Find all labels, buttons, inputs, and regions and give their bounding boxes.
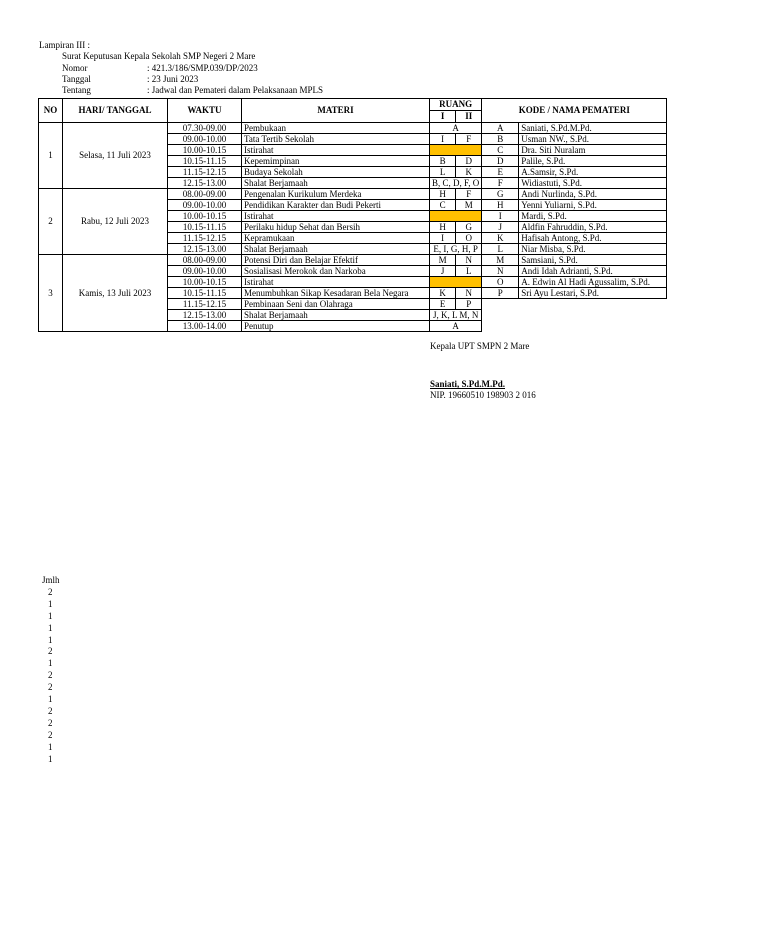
room-i-cell: H (430, 189, 456, 200)
room-ii-cell: P (456, 299, 482, 310)
room-cell: A (430, 123, 482, 134)
field-tentang (39, 85, 323, 96)
materi-cell: Pengenalan Kurikulum Merdeka (242, 189, 430, 200)
speaker-code: E (482, 167, 519, 178)
jmlh-value: 1 (48, 598, 53, 609)
time-cell: 08.00-09.00 (168, 255, 242, 266)
materi-cell: Perilaku hidup Sehat dan Bersih (242, 222, 430, 233)
break-highlight (430, 145, 482, 156)
materi-cell: Kepramukaan (242, 233, 430, 244)
speaker-code: G (482, 189, 519, 200)
speaker-name: Mardi, S.Pd. (519, 211, 667, 222)
break-highlight (430, 277, 482, 288)
speaker-name: Dra. Siti Nuralam (519, 145, 667, 156)
room-i-cell: M (430, 255, 456, 266)
jmlh-value: 2 (48, 705, 53, 716)
materi-cell: Tata Tertib Sekolah (242, 134, 430, 145)
speaker-code: J (482, 222, 519, 233)
col-header-no: NO (39, 99, 63, 123)
col-header-hari: HARI/ TANGGAL (63, 99, 168, 123)
day-number: 3 (39, 255, 63, 332)
jmlh-value: 1 (48, 658, 53, 669)
jmlh-value: 2 (48, 729, 53, 740)
field-value: : Jadwal dan Pemateri dalam Pelaksanaan MPLS (147, 85, 323, 96)
jmlh-value: 1 (48, 634, 53, 645)
jmlh-value: 1 (48, 741, 53, 752)
empty-cell (519, 299, 667, 310)
time-cell: 09.00-10.00 (168, 266, 242, 277)
empty-cell (482, 310, 519, 321)
room-cell: E, I, G, H, P (430, 244, 482, 255)
speaker-name: Widiastuti, S.Pd. (519, 178, 667, 189)
jmlh-value: 2 (48, 586, 53, 597)
room-i-cell: L (430, 167, 456, 178)
speaker-name: Yenni Yuliarni, S.Pd. (519, 200, 667, 211)
materi-cell: Pembinaan Seni dan Olahraga (242, 299, 430, 310)
field-value: : 23 Juni 2023 (147, 73, 199, 84)
field-tanggal (39, 74, 323, 85)
field-label: Nomor (62, 62, 88, 73)
speaker-code: C (482, 145, 519, 156)
room-i-cell: E (430, 299, 456, 310)
jmlh-values (42, 587, 60, 766)
jmlh-value: 1 (48, 694, 53, 705)
speaker-name: Palile, S.Pd. (519, 156, 667, 167)
day-date: Selasa, 11 Juli 2023 (63, 123, 168, 189)
jmlh-value: 2 (48, 646, 53, 657)
room-i-cell: K (430, 288, 456, 299)
table-row (39, 189, 667, 200)
room-cell: J, K, L M, N (430, 310, 482, 321)
speaker-name: A. Edwin Al Hadi Agussalim, S.Pd. (519, 277, 667, 288)
materi-cell: Shalat Berjamaah (242, 310, 430, 321)
room-i-cell: I (430, 233, 456, 244)
jmlh-value: 1 (48, 753, 53, 764)
schedule-body (39, 123, 667, 332)
materi-cell: Pembukaan (242, 123, 430, 134)
speaker-name: Sri Ayu Lestari, S.Pd. (519, 288, 667, 299)
empty-cell (519, 321, 667, 332)
speaker-code: O (482, 277, 519, 288)
schedule-table (38, 98, 667, 332)
time-cell: 12.15-13.00 (168, 178, 242, 189)
time-cell: 10.00-10.15 (168, 277, 242, 288)
time-cell: 09.00-10.00 (168, 200, 242, 211)
room-ii-cell: D (456, 156, 482, 167)
room-i-cell: J (430, 266, 456, 277)
time-cell: 07.30-09.00 (168, 123, 242, 134)
time-cell: 12.15-13.00 (168, 310, 242, 321)
time-cell: 11.15-12.15 (168, 233, 242, 244)
col-header-waktu: WAKTU (168, 99, 242, 123)
time-cell: 08.00-09.00 (168, 189, 242, 200)
speaker-name: Andi Nurlinda, S.Pd. (519, 189, 667, 200)
room-ii-cell: F (456, 134, 482, 145)
signature-block (430, 341, 536, 401)
speaker-code: F (482, 178, 519, 189)
day-number: 1 (39, 123, 63, 189)
signature-name: Saniati, S.Pd.M.Pd. (430, 379, 506, 389)
field-nomor (39, 63, 323, 74)
jmlh-label: Jmlh (42, 575, 60, 585)
empty-cell (519, 310, 667, 321)
time-cell: 10.15-11.15 (168, 288, 242, 299)
room-ii-cell: K (456, 167, 482, 178)
table-row (39, 255, 667, 266)
jmlh-value: 2 (48, 682, 53, 693)
day-number: 2 (39, 189, 63, 255)
col-header-kode: KODE / NAMA PEMATERI (482, 99, 667, 123)
speaker-code: B (482, 134, 519, 145)
speaker-name: Saniati, S.Pd.M.Pd. (519, 123, 667, 134)
materi-cell: Budaya Sekolah (242, 167, 430, 178)
jmlh-value: 1 (48, 622, 53, 633)
field-label: Tanggal (62, 73, 91, 84)
signature-nip: NIP. 19660510 198903 2 016 (430, 390, 536, 400)
field-value: : 421.3/186/SMP.039/DP/2023 (147, 62, 258, 73)
materi-cell: Pendidikan Karakter dan Budi Pekerti (242, 200, 430, 211)
materi-cell: Potensi Diri dan Belajar Efektif (242, 255, 430, 266)
col-header-ruang: RUANG (430, 99, 482, 111)
room-ii-cell: G (456, 222, 482, 233)
time-cell: 10.15-11.15 (168, 156, 242, 167)
speaker-name: Hafisah Antong, S.Pd. (519, 233, 667, 244)
speaker-name: Usman NW., S.Pd. (519, 134, 667, 145)
room-ii-cell: M (456, 200, 482, 211)
jmlh-value: 1 (48, 610, 53, 621)
speaker-name: Samsiani, S.Pd. (519, 255, 667, 266)
speaker-code: K (482, 233, 519, 244)
materi-cell: Kepemimpinan (242, 156, 430, 167)
materi-cell: Menumbuhkan Sikap Kesadaran Bela Negara (242, 288, 430, 299)
field-label: Tentang (62, 85, 91, 96)
room-cell: A (430, 321, 482, 332)
time-cell: 11.15-12.15 (168, 167, 242, 178)
speaker-code: A (482, 123, 519, 134)
break-highlight (430, 211, 482, 222)
speaker-code: H (482, 200, 519, 211)
speaker-code: M (482, 255, 519, 266)
empty-cell (482, 321, 519, 332)
speaker-code: I (482, 211, 519, 222)
materi-cell: Istirahat (242, 277, 430, 288)
room-i-cell: C (430, 200, 456, 211)
materi-cell: Istirahat (242, 145, 430, 156)
time-cell: 09.00-10.00 (168, 134, 242, 145)
col-header-ruang-ii: II (456, 111, 482, 123)
speaker-name: Aldfin Fahruddin, S.Pd. (519, 222, 667, 233)
room-ii-cell: O (456, 233, 482, 244)
time-cell: 13.00-14.00 (168, 321, 242, 332)
speaker-code: P (482, 288, 519, 299)
document-header (39, 40, 323, 96)
lampiran-label: Lampiran III : (39, 40, 90, 50)
room-i-cell: H (430, 222, 456, 233)
jmlh-value: 2 (48, 670, 53, 681)
time-cell: 12.15-13.00 (168, 244, 242, 255)
room-ii-cell: N (456, 255, 482, 266)
materi-cell: Sosialisasi Merokok dan Narkoba (242, 266, 430, 277)
materi-cell: Shalat Berjamaah (242, 178, 430, 189)
document-title: Surat Keputusan Kepala Sekolah SMP Negeri 2 Mare (62, 51, 256, 62)
col-header-materi: MATERI (242, 99, 430, 123)
speaker-code: L (482, 244, 519, 255)
materi-cell: Penutup (242, 321, 430, 332)
signature-position: Kepala UPT SMPN 2 Mare (430, 341, 530, 351)
time-cell: 10.15-11.15 (168, 222, 242, 233)
speaker-code: D (482, 156, 519, 167)
speaker-code: N (482, 266, 519, 277)
room-ii-cell: F (456, 189, 482, 200)
speaker-name: Andi Idah Adrianti, S.Pd. (519, 266, 667, 277)
jmlh-column (42, 575, 60, 766)
speaker-name: Niar Misba, S.Pd. (519, 244, 667, 255)
empty-cell (482, 299, 519, 310)
room-i-cell: B (430, 156, 456, 167)
materi-cell: Shalat Berjamaah (242, 244, 430, 255)
room-cell: B, C, D, F, O (430, 178, 482, 189)
table-row (39, 123, 667, 134)
time-cell: 10.00-10.15 (168, 211, 242, 222)
time-cell: 11.15-12.15 (168, 299, 242, 310)
col-header-ruang-i: I (430, 111, 456, 123)
room-ii-cell: N (456, 288, 482, 299)
speaker-name: A.Samsir, S.Pd. (519, 167, 667, 178)
room-ii-cell: L (456, 266, 482, 277)
jmlh-value: 2 (48, 717, 53, 728)
room-i-cell: I (430, 134, 456, 145)
time-cell: 10.00-10.15 (168, 145, 242, 156)
day-date: Kamis, 13 Juli 2023 (63, 255, 168, 332)
day-date: Rabu, 12 Juli 2023 (63, 189, 168, 255)
materi-cell: Istirahat (242, 211, 430, 222)
